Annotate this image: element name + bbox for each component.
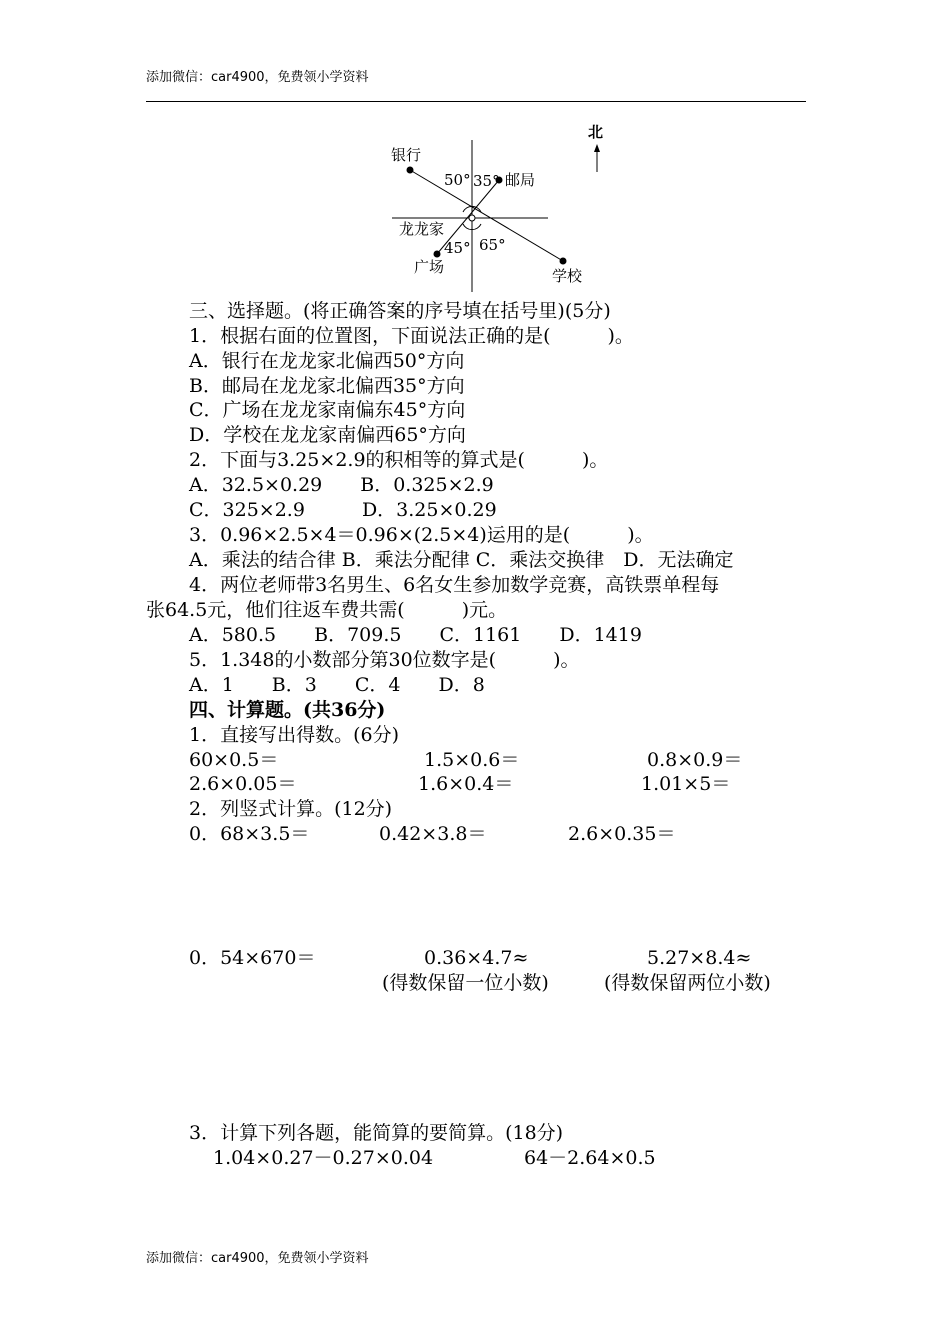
q1-option-b: B．邮局在龙龙家北偏西35°方向 [189, 375, 465, 397]
calc: 1.6×0.4＝ [418, 773, 514, 795]
angle-65: 65° [479, 236, 506, 254]
calc: 0．68×3.5＝ [189, 823, 310, 845]
q1-option-a: A．银行在龙龙家北偏西50°方向 [189, 350, 465, 372]
square-label: 广场 [414, 258, 445, 276]
calc: 0.42×3.8＝ [379, 823, 487, 845]
angle-35: 35° [473, 172, 500, 190]
angle-50: 50° [444, 171, 471, 189]
q3-options: A．乘法的结合律 B．乘法分配律 C．乘法交换律 D．无法确定 [189, 549, 734, 571]
part1-title: 1．直接写出得数。(6分) [189, 724, 400, 746]
q2-options-ab: A．32.5×0.29 B．0.325×2.9 [189, 474, 494, 496]
calc: 1.5×0.6＝ [424, 749, 520, 771]
bank-label: 银行 [391, 146, 422, 164]
calc: 0.8×0.9＝ [647, 749, 743, 771]
home-label: 龙龙家 [399, 220, 445, 238]
rounding-note: (得数保留两位小数) [604, 972, 771, 994]
calc: 60×0.5＝ [189, 749, 279, 771]
calc: 1.01×5＝ [641, 773, 731, 795]
post-label: 邮局 [505, 171, 536, 189]
calc: 0．54×670＝ [189, 947, 316, 969]
school-dot [560, 258, 567, 265]
calc: 64－2.64×0.5 [524, 1147, 656, 1169]
calc: 2.6×0.05＝ [189, 773, 297, 795]
calc: 1.04×0.27－0.27×0.04 [213, 1147, 434, 1169]
north-label: 北 [588, 123, 604, 141]
q4-line2: 张64.5元，他们往返车费共需( )元。 [146, 599, 508, 621]
q2: 2．下面与3.25×2.9的积相等的算式是( )。 [189, 449, 609, 471]
angle-45: 45° [444, 239, 471, 257]
q3: 3．0.96×2.5×4＝0.96×(2.5×4)运用的是( )。 [189, 524, 654, 546]
position-diagram [0, 0, 950, 300]
q1-option-d: D．学校在龙龙家南偏西65°方向 [189, 424, 466, 446]
q5: 5．1.348的小数部分第30位数字是( )。 [189, 649, 580, 671]
header-note: 添加微信：car4900，免费领小学资料 [146, 70, 369, 85]
section3-title: 三、选择题。(将正确答案的序号填在括号里)(5分) [189, 300, 611, 322]
q4-options: A．580.5 B．709.5 C．1161 D．1419 [189, 624, 642, 646]
q1: 1．根据右面的位置图，下面说法正确的是( )。 [189, 325, 634, 347]
part3-title: 3．计算下列各题，能简算的要简算。(18分) [189, 1122, 564, 1144]
q2-options-cd: C．325×2.9 D．3.25×0.29 [189, 499, 497, 521]
bank-dot [407, 167, 414, 174]
footer-note: 添加微信：car4900，免费领小学资料 [146, 1251, 369, 1266]
q1-option-c: C．广场在龙龙家南偏东45°方向 [189, 399, 466, 421]
part2-title: 2．列竖式计算。(12分) [189, 798, 393, 820]
section4-title: 四、计算题。(共36分) [189, 699, 386, 721]
school-label: 学校 [552, 267, 583, 285]
square-dot [434, 251, 441, 258]
calc: 2.6×0.35＝ [568, 823, 676, 845]
calc: 0.36×4.7≈ [424, 947, 529, 969]
rounding-note: (得数保留一位小数) [382, 972, 549, 994]
calc: 5.27×8.4≈ [647, 947, 752, 969]
q4-line1: 4．两位老师带3名男生、6名女生参加数学竞赛，高铁票单程每 [189, 574, 720, 596]
q5-options: A．1 B．3 C．4 D．8 [189, 674, 485, 696]
